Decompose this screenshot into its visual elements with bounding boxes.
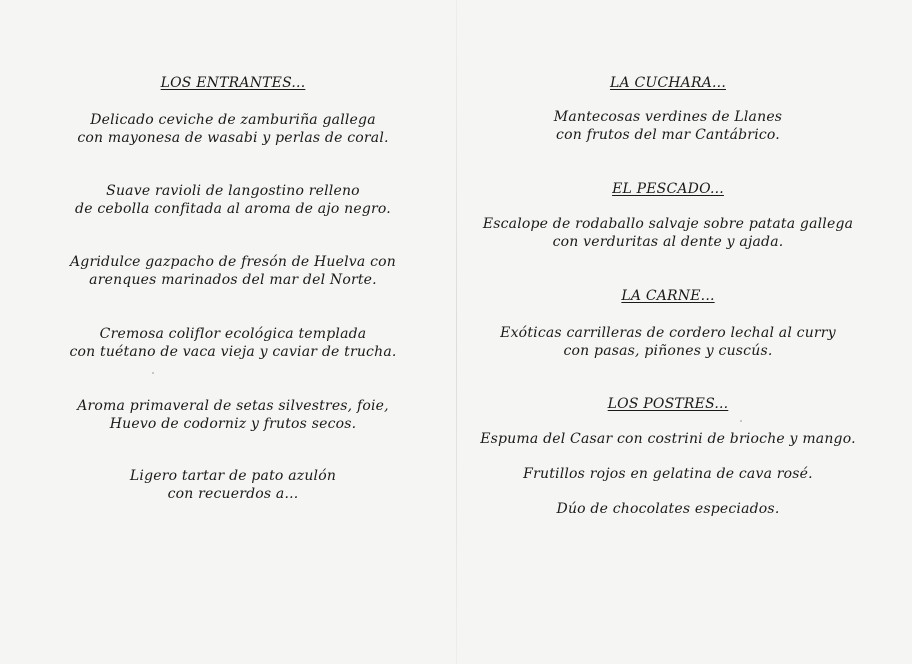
dish-line: arenques marinados del mar del Norte. — [89, 272, 377, 288]
dish-line: Mantecosas verdines de Llanes — [553, 109, 783, 125]
dish-line: con verduritas al dente y ajada. — [552, 234, 784, 250]
left-page — [33, 0, 433, 664]
meat-heading: LA CARNE... — [621, 288, 715, 304]
dish-line: Delicado ceviche de zamburiña gallega — [90, 112, 376, 128]
dish-line: Ligero tartar de pato azulón — [129, 468, 337, 484]
dish-line: con mayonesa de wasabi y perlas de coral. — [77, 130, 389, 146]
starters-heading: LOS ENTRANTES... — [160, 75, 306, 91]
dish-line: Suave ravioli de langostino relleno — [106, 183, 360, 199]
dish-line: con frutos del mar Cantábrico. — [556, 127, 780, 143]
spoon-heading: LA CUCHARA... — [609, 75, 726, 91]
dish-line: de cebolla confitada al aroma de ajo negro. — [75, 201, 391, 217]
dish-line: Dúo de chocolates especiados. — [556, 501, 780, 517]
dish-line: Escalope de rodaballo salvaje sobre patata gallega — [482, 216, 854, 232]
paper-speck — [152, 372, 154, 374]
dish-line: Exóticas carrilleras de cordero lechal al curry — [500, 325, 836, 341]
page-fold — [456, 0, 457, 664]
dish-line: Frutillos rojos en gelatina de cava rosé. — [523, 466, 813, 482]
dish-line: Cremosa coliflor ecológica templada — [99, 326, 367, 342]
dish-line: con recuerdos a... — [167, 486, 299, 502]
dish-line: Espuma del Casar con costrini de brioche y mango. — [480, 431, 856, 447]
dish-line: con pasas, piñones y cuscús. — [563, 343, 773, 359]
dish-line: Huevo de codorniz y frutos secos. — [109, 416, 357, 432]
right-page — [468, 0, 868, 664]
paper-speck — [740, 420, 742, 422]
fish-heading: EL PESCADO... — [612, 181, 724, 197]
dish-line: Agridulce gazpacho de fresón de Huelva con — [69, 254, 397, 270]
dish-line: Aroma primaveral de setas silvestres, foie, — [77, 398, 389, 414]
dish-line: con tuétano de vaca vieja y caviar de trucha. — [69, 344, 397, 360]
desserts-heading: LOS POSTRES... — [607, 396, 729, 412]
